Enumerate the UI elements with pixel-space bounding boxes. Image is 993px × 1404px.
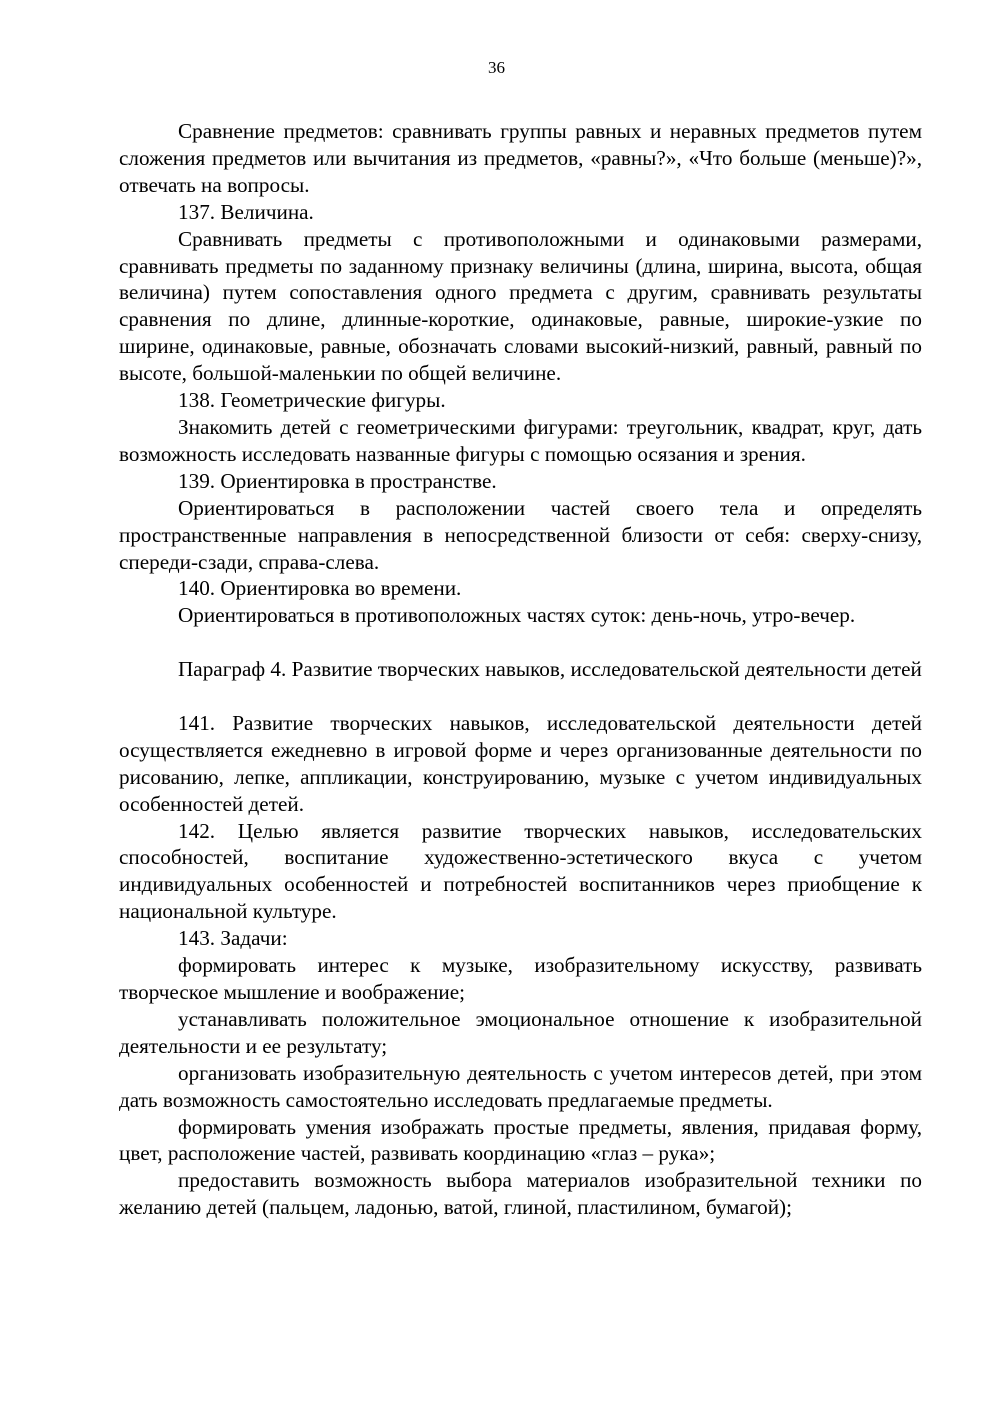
paragraph-shapes: Знакомить детей с геометрическими фигурами: треугольник, квадрат, круг, дать возможность исследовать названные фигуры с помощью осязания и зрения. [119,414,922,466]
section-heading: Параграф 4. Развитие творческих навыков, исследовательской деятельности детей [178,657,922,682]
page-number: 36 [488,58,505,77]
paragraph-time: Ориентироваться в противоположных частях суток: день-ночь, утро-вечер. [178,603,856,628]
item-138-title: 138. Геометрические фигуры. [178,388,446,413]
paragraph-space: Ориентироваться в расположении частей своего тела и определять пространственные направления в непосредственной близости от себя: сверху-снизу, спереди-сзади, справа-слева. [119,495,922,574]
task-interest: формировать интерес к музыке, изобразительному искусству, развивать творческое мышление и воображение; [119,953,922,1004]
item-137-title: 137. Величина. [178,199,314,224]
task-organize: организовать изобразительную деятельность с учетом интересов детей, при этом дать возможность самостоятельно исследовать предлагаемые предметы. [119,1060,922,1112]
task-depict: формировать умения изображать простые предметы, явления, придавая форму, цвет, расположение частей, развивать координацию «глаз – рука»; [119,1114,922,1166]
paragraph-size: Сравнивать предметы с противоположными и одинаковыми размерами, сравнивать предметы по заданному признаку величины (длина, ширина, высота, общая величина) путем сопоставления одного предмета с другим, сравнивать результаты сравнения по длине, длинные-короткие, одинаковые, равные, широкие-узкие по ширине, одинаковые, равные, обозначать словами высокий-низкий, равный, равный по высоте, большой-маленькии по общей величине. [119,226,922,386]
document-body [119,118,922,1221]
item-142: 142. Целью является развитие творческих навыков, исследовательских способностей, воспитание художественно-эстетического вкуса с учетом индивидуальных особенностей и потребностей воспитанников через приобщение к национальной культуре. [119,818,922,924]
item-140-title: 140. Ориентировка во времени. [178,576,462,601]
item-143-title: 143. Задачи: [178,926,288,951]
task-attitude: устанавливать положительное эмоциональное отношение к изобразительной деятельности и ее результату; [119,1006,922,1058]
paragraph-comparison: Сравнение предметов: сравнивать группы равных и неравных предметов путем сложения предметов или вычитания из предметов, «равны?», «Что больше (меньше)?», отвечать на вопросы. [119,119,922,197]
item-141: 141. Развитие творческих навыков, исследовательской деятельности детей осуществляется ежедневно в игровой форме и через организованные деятельности по рисованию, лепке, аппликации, конструированию, музыке с учетом индивидуальных особенностей детей. [119,710,922,816]
task-materials: предоставить возможность выбора материалов изобразительной техники по желанию детей (пальцем, ладонью, ватой, глиной, пластилином, бумагой); [119,1168,922,1220]
item-139-title: 139. Ориентировка в пространстве. [178,468,497,493]
